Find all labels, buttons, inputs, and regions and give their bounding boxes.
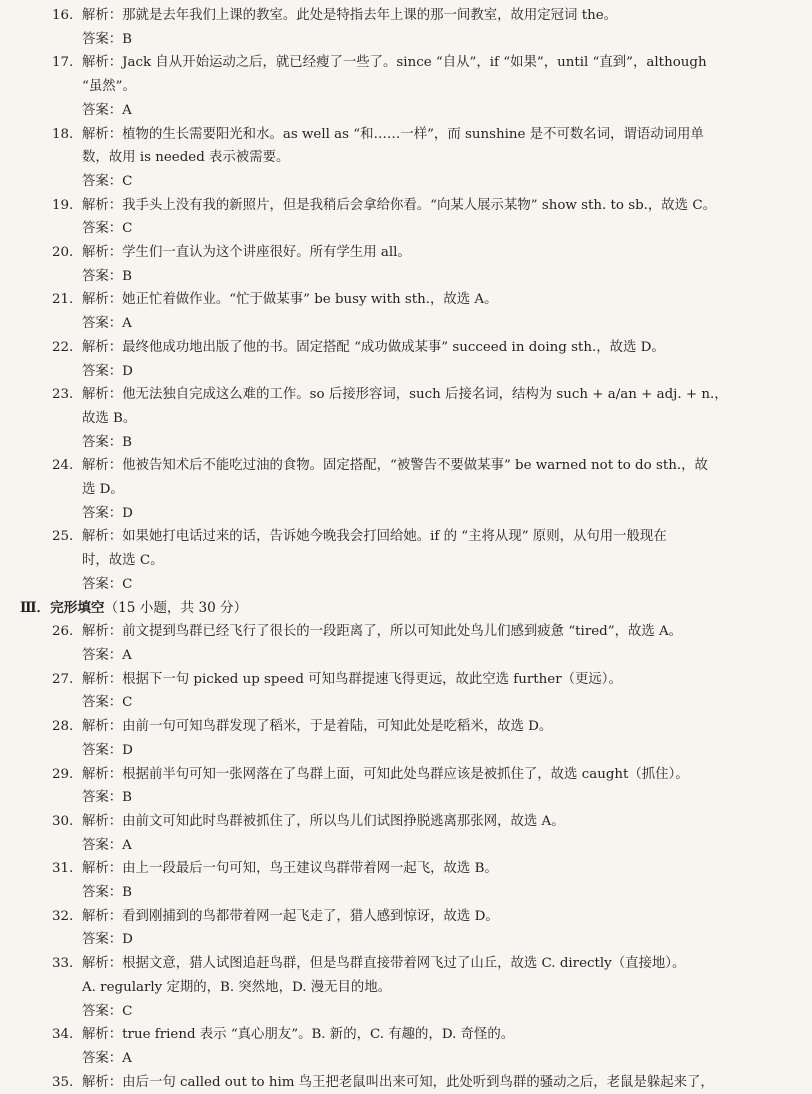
answer-line: 答案：B (82, 434, 133, 450)
explanation-text: 时，故选 C。 (82, 553, 164, 569)
explanation-text: 解析：前文提到鸟群已经飞行了很长的一段距离了，所以可知此处鸟儿们感到疲惫 “tired”，故选 A。 (82, 624, 683, 640)
explanation-line (0, 454, 812, 478)
question-number: 16. (52, 8, 74, 23)
answer-line: 答案：A (82, 837, 132, 853)
question-item (0, 4, 812, 51)
explanation-line (0, 525, 812, 549)
question-number: 19. (52, 197, 74, 213)
explanation-text: 数，故用 is needed 表示被需要。 (82, 150, 290, 166)
explanation-line (0, 952, 812, 976)
explanation-text: 解析：根据前半句可知一张网落在了鸟群上面，可知此处鸟群应该是被抓住了，故选 caught（抓住）。 (82, 766, 689, 782)
question-number: 26. (52, 624, 74, 640)
question-item (0, 194, 812, 241)
explanation-line (0, 336, 812, 360)
explanation-line (0, 123, 812, 147)
question-number: 23. (52, 387, 74, 403)
explanation-continuation (0, 146, 812, 170)
question-number: 21. (52, 292, 74, 308)
question-number: 33. (52, 956, 74, 972)
question-number: 18. (52, 126, 74, 142)
explanation-text: 解析：由前文可知此时鸟群被抓住了，所以鸟儿们试图挣脱逃离那张网，故选 A。 (82, 813, 565, 829)
question-item (0, 383, 812, 454)
explanation-text: 选 D。 (82, 482, 124, 498)
explanation-text: 解析：如果她打电话过来的话，告诉她今晚我会打回给她。if 的 “主将从现” 原则，从句用一般现在 (82, 529, 667, 545)
explanation-text: 解析：她正忙着做作业。“忙于做某事” be busy with sth.，故选 A。 (82, 292, 498, 308)
explanation-text: “虽然”。 (82, 79, 136, 95)
explanation-text: 解析：由上一段最后一句可知，鸟王建议鸟群带着网一起飞，故选 B。 (82, 861, 498, 877)
question-item (0, 952, 812, 1023)
explanation-text: 解析：由前一句可知鸟群发现了稻米，于是着陆，可知此处是吃稻米，故选 D。 (82, 719, 553, 735)
answer-line: 答案：C (82, 695, 133, 711)
question-number: 32. (52, 908, 74, 924)
explanation-text: 解析：我手头上没有我的新照片，但是我稍后会拿给你看。“向某人展示某物” show sth. to sb.，故选 C。 (82, 197, 716, 213)
explanation-text: A. regularly 定期的，B. 突然地，D. 漫无目的地。 (82, 979, 392, 995)
answer-line: 答案：B (82, 268, 133, 284)
explanation-line (0, 383, 812, 407)
question-item (0, 336, 812, 383)
section-subtitle: （15 小题，共 30 分） (104, 599, 248, 616)
explanation-line (0, 905, 812, 929)
answer-line: 答案：D (82, 932, 133, 948)
question-number: 24. (52, 458, 74, 474)
question-number: 20. (52, 245, 74, 261)
question-item (0, 454, 812, 525)
question-number: 35. (52, 1074, 74, 1090)
question-item (0, 1023, 812, 1070)
question-number: 25. (52, 529, 74, 545)
question-item (0, 857, 812, 904)
answer-line: 答案：C (82, 173, 133, 189)
explanation-line (0, 4, 812, 28)
explanation-line (0, 620, 812, 644)
explanation-line (0, 241, 812, 265)
answer-line: 答案：A (82, 316, 132, 332)
explanations-group-16-25 (0, 4, 812, 597)
question-item (0, 525, 812, 596)
explanation-line (0, 763, 812, 787)
explanation-text: 解析：由后一句 called out to him 鸟王把老鼠叫出来可知，此处听到鸟群的骚动之后，老鼠是躲起来了， (82, 1074, 714, 1090)
explanation-text: 解析：那就是去年我们上课的教室。此处是特指去年上课的那一间教室，故用定冠词 the。 (82, 8, 618, 23)
question-number: 34. (52, 1027, 74, 1043)
answer-line: 答案：B (82, 31, 133, 47)
explanation-continuation (0, 407, 812, 431)
explanation-continuation (0, 976, 812, 1000)
question-number: 28. (52, 719, 74, 735)
explanation-line (0, 194, 812, 218)
explanation-continuation (0, 75, 812, 99)
explanation-line (0, 288, 812, 312)
question-number: 17. (52, 55, 74, 71)
answer-line: 答案：B (82, 885, 133, 901)
explanation-line (0, 810, 812, 834)
explanation-text: 解析：他被告知术后不能吃过油的食物。固定搭配，“被警告不要做某事” be warned not to do sth.，故 (82, 458, 708, 474)
answer-line: 答案：B (82, 790, 133, 806)
question-item (0, 288, 812, 335)
answer-line: 答案：D (82, 742, 133, 758)
section-label: Ⅲ．完形填空 (20, 599, 105, 616)
question-number: 27. (52, 671, 74, 687)
explanation-continuation (0, 478, 812, 502)
explanation-text: 解析：根据下一句 picked up speed 可知鸟群提速飞得更远，故此空选 further（更远）。 (82, 671, 622, 687)
answer-line: 答案：D (82, 363, 133, 379)
answer-line: 答案：C (82, 576, 133, 592)
question-item (0, 668, 812, 715)
explanation-line (0, 715, 812, 739)
question-number: 30. (52, 813, 74, 829)
question-item (0, 810, 812, 857)
question-item (0, 241, 812, 288)
answer-line: 答案：C (82, 221, 133, 237)
explanation-line (0, 51, 812, 75)
explanation-text: 解析：学生们一直认为这个讲座很好。所有学生用 all。 (82, 245, 411, 261)
question-number: 31. (52, 861, 74, 877)
explanation-line (0, 1023, 812, 1047)
explanation-text: 解析：植物的生长需要阳光和水。as well as “和……一样”，而 sunshine 是不可数名词，谓语动词用单 (82, 126, 704, 142)
answer-line: 答案：C (82, 1003, 133, 1019)
explanation-text: 解析：看到刚捕到的鸟都带着网一起飞走了，猎人感到惊讶，故选 D。 (82, 908, 499, 924)
explanations-group-26-35 (0, 620, 812, 1094)
explanation-text: 解析：Jack 自从开始运动之后，就已经瘦了一些了。since “自从”，if “如果”，until “直到”，although (82, 55, 707, 71)
explanation-text: 解析：他无法独自完成这么难的工作。so 后接形容词，such 后接名词，结构为 such + a/an + adj. + n.， (82, 387, 728, 403)
section-heading-cloze (0, 597, 812, 621)
answer-line: 答案：D (82, 505, 133, 521)
explanation-text: 故选 B。 (82, 410, 137, 426)
question-item (0, 1071, 812, 1094)
answer-line: 答案：A (82, 1050, 132, 1066)
answer-line: 答案：A (82, 647, 132, 663)
question-item (0, 123, 812, 194)
explanation-text: 解析：true friend 表示 “真心朋友”。B. 新的，C. 有趣的，D. 奇怪的。 (82, 1027, 515, 1043)
explanation-text: 解析：最终他成功地出版了他的书。固定搭配 “成功做成某事” succeed in doing sth.，故选 D。 (82, 339, 665, 355)
question-item (0, 715, 812, 762)
question-item (0, 905, 812, 952)
question-number: 22. (52, 339, 74, 355)
question-item (0, 51, 812, 122)
question-item (0, 763, 812, 810)
explanation-text: 解析：根据文意，猎人试图追赶鸟群，但是鸟群直接带着网飞过了山丘，故选 C. directly（直接地）。 (82, 956, 686, 972)
explanation-continuation (0, 549, 812, 573)
answer-line: 答案：A (82, 102, 132, 118)
explanation-line (0, 668, 812, 692)
explanation-line (0, 1071, 812, 1094)
question-item (0, 620, 812, 667)
explanation-line (0, 857, 812, 881)
question-number: 29. (52, 766, 74, 782)
